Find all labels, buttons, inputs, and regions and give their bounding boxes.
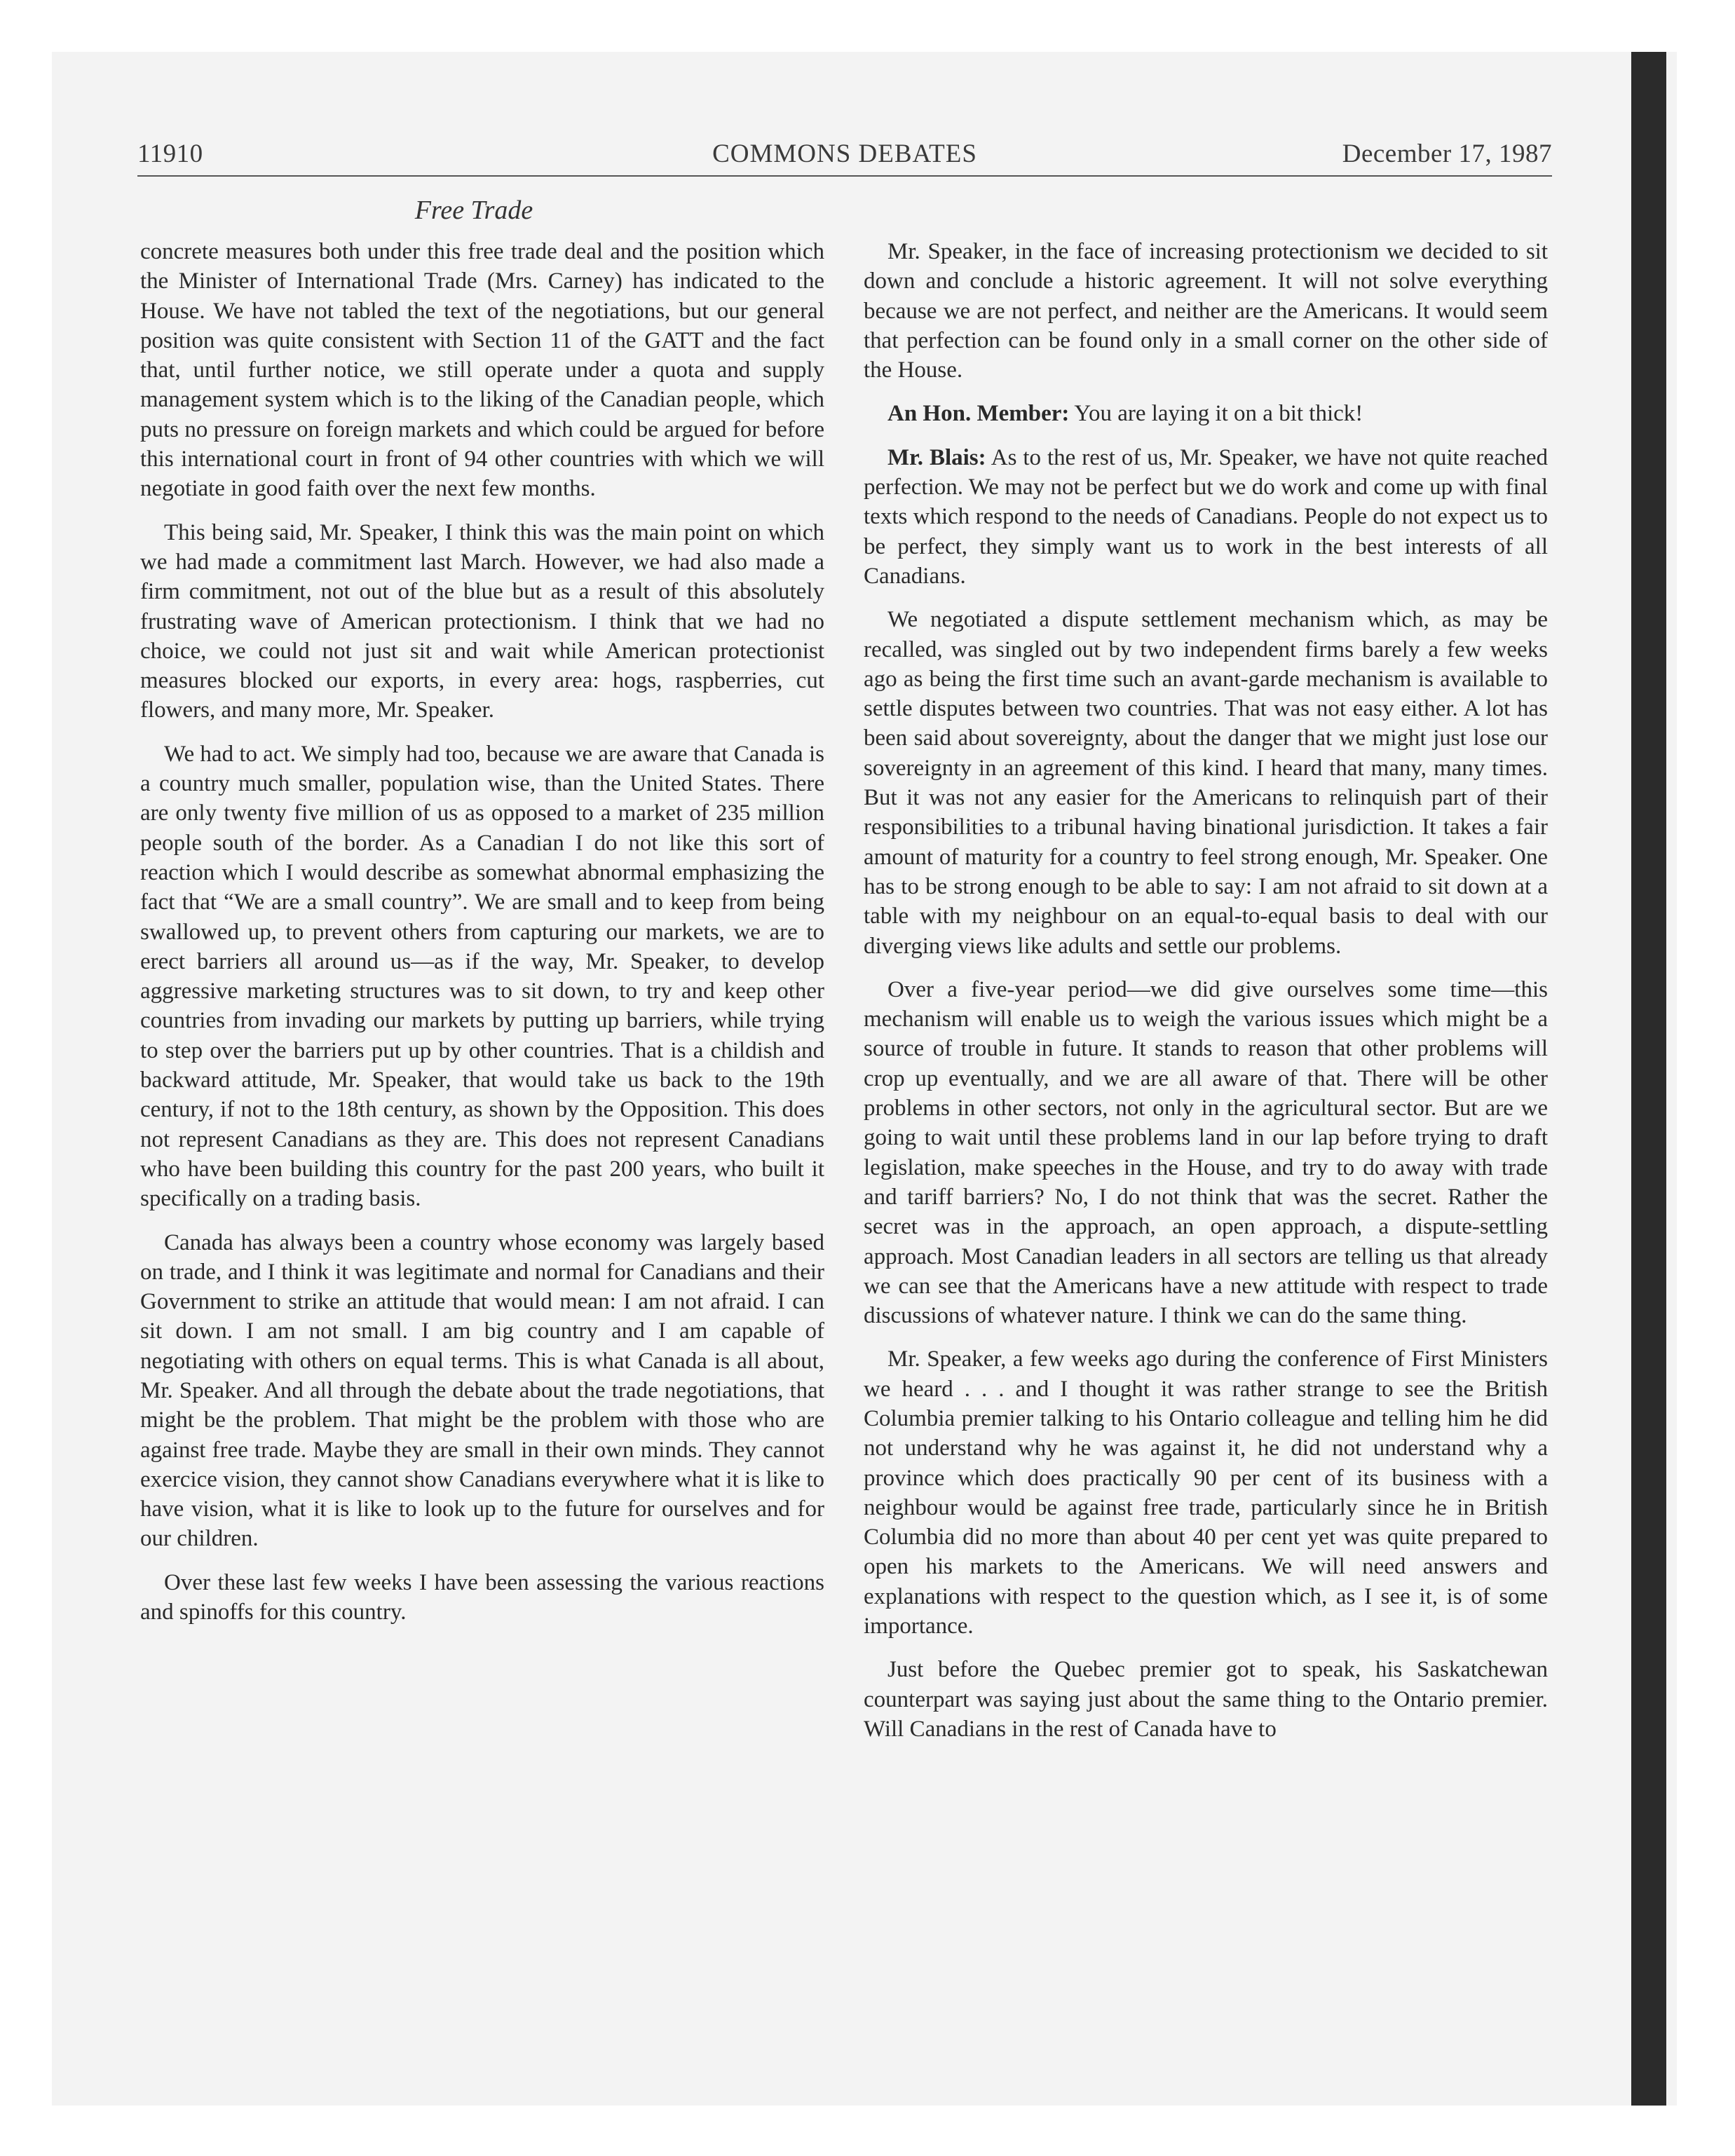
paragraph: Over these last few weeks I have been assessing the various reactions and spinoffs for this country.: [140, 1569, 824, 1625]
binding-edge: [1631, 52, 1666, 2106]
paragraph: We had to act. We simply had too, because we are aware that Canada is a country much smaller, population wise, than the United States. There are only twenty five million of us as opposed to a market of 235 million people south of the border. As a Canadian I do not like this sort of reaction which I would describe as somewhat abnormal emphasizing the fact that “We are a small country”. We are small and to keep from being swallowed up, to prevent others from capturing our markets, we are to erect barriers all around us—as if the way, Mr. Speaker, to develop aggressive marketing structures was to sit down, to try and keep other countries from invading our markets by putting up barriers, while trying to step over the barriers put up by other countries. That is a childish and backward attitude, Mr. Speaker, that would take us back to the 19th century, if not to the 18th century, as shown by the Opposition. This does not represent Canadians as they are. This does not represent Canadians who have been building this country for the past 200 years, who built it specifically on a trading basis.: [140, 741, 824, 1212]
header-rule: [137, 175, 1552, 177]
paragraph: Over a five-year period—we did give ourselves some time—this mechanism will enable us to weigh the various issues which might be a source of trouble in future. It stands to reason that other problems will crop up eventually, and we are all aware of that. There will be other problems in other sectors, not only in the agricultural sector. But are we going to wait until these problems land in our lap before trying to draft legislation, make speeches in the House, and try to do away with trade and tariff barriers? No, I do not think that was the secret. Rather the secret was in the approach, an open approach, a dispute-settling approach. Most Canadian leaders in all sectors are telling us that already we can see that the Americans have a new attitude with respect to trade discussions of whatever nature. I think we can do the same thing.: [864, 976, 1548, 1329]
speaker-name: Mr. Blais:: [887, 444, 986, 470]
paragraph: We negotiated a dispute settlement mechanism which, as may be recalled, was singled out by two independent firms barely a few weeks ago as being the first time such an avant-garde mechanism is available to settle disputes between two countries. That was not easy either. A lot has been said about sovereignty, about the danger that we might just lose our sovereignty in an agreement of this kind. I heard that many, many times. But it was not any easier for the Americans to relinquish part of their responsibilities to a tribunal having binational jurisdiction. It takes a fair amount of maturity for a country to feel strong enough, Mr. Speaker. One has to be strong enough to be able to say: I am not afraid to sit down at a table with my neighbour on an equal-to-equal basis to deal with our diverging views like adults and settle our problems.: [864, 607, 1548, 959]
paragraph: Mr. Speaker, a few weeks ago during the conference of First Ministers we heard . . . and I thought it was rather strange to see the British Columbia premier talking to his Ontario colleague and telling him he did not understand why he was against it, he did not understand why a province which does practically 90 per cent of its business with a neighbour would be against free trade, particularly since he in British Columbia did no more than about 40 per cent yet was quite prepared to open his markets to the Americans. We will need answers and explanations with respect to the question which, as I see it, is of some importance.: [864, 1346, 1548, 1639]
paragraph: concrete measures both under this free trade deal and the position which the Minister of International Trade (Mrs. Carney) has indicated to the House. We have not tabled the text of the negotiations, but our general position was quite consistent with Section 11 of the GATT and the fact that, until further notice, we still operate under a quota and supply management system which is to the liking of the Canadian people, which puts no pressure on foreign markets and which could be argued for before this international court in front of 94 other countries with which we will negotiate in good faith over the next few months.: [140, 239, 824, 502]
paragraph: Mr. Speaker, in the face of increasing protectionism we decided to sit down and conclude a historic agreement. It will not solve everything because we are not perfect, and neither are the Americans. It would seem that perfection can be found only in a small corner on the other side of the House.: [864, 239, 1548, 383]
left-column: [140, 237, 824, 1641]
paragraph: Canada has always been a country whose economy was largely based on trade, and I think it was legitimate and normal for Canadians and their Government to strike an attitude that would mean: I am not afraid. I can sit down. I am not small. I am big country and I am capable of negotiating with others on equal terms. This is what Canada is all about, Mr. Speaker. And all through the debate about the trade negotiations, that might be the problem. That might be the problem with those who are against free trade. Maybe they are small in their own minds. They cannot exercice vision, they cannot show Canadians everywhere what it is like to have vision, what it is like to look up to the future for ourselves and for our children.: [140, 1229, 824, 1552]
section-title: Free Trade: [414, 196, 533, 225]
header-date: December 17, 1987: [1342, 139, 1552, 168]
journal-title: COMMONS DEBATES: [712, 139, 977, 168]
paragraph: Just before the Quebec premier got to speak, his Saskatchewan counterpart was saying just about the same thing to the Ontario premier. Will Canadians in the rest of Canada have to: [864, 1657, 1548, 1742]
interjection-paragraph: [864, 399, 1548, 428]
speech-text: As to the rest of us, Mr. Speaker, we have not quite reached perfection. We may not be perfect but we do work and come up with final texts which respond to the needs of Canadians. People do not expect us to be perfect, they simply want us to work in the best interests of all Canadians.: [864, 444, 1548, 589]
speech-paragraph: [864, 443, 1548, 591]
speaker-name: An Hon. Member:: [887, 401, 1070, 427]
right-column: [864, 237, 1548, 1758]
paragraph: This being said, Mr. Speaker, I think this was the main point on which we had made a commitment last March. However, we had also made a firm commitment, not out of the blue but as a result of this absolutely frustrating wave of American protectionism. I think that we had no choice, we could not just sit and wait while American protectionist measures blocked our exports, in every area: hogs, raspberries, cut flowers, and many more, Mr. Speaker.: [140, 519, 824, 723]
running-head: [137, 139, 1552, 174]
page-number: 11910: [137, 139, 203, 168]
speech-text: You are laying it on a bit thick!: [1069, 401, 1363, 427]
